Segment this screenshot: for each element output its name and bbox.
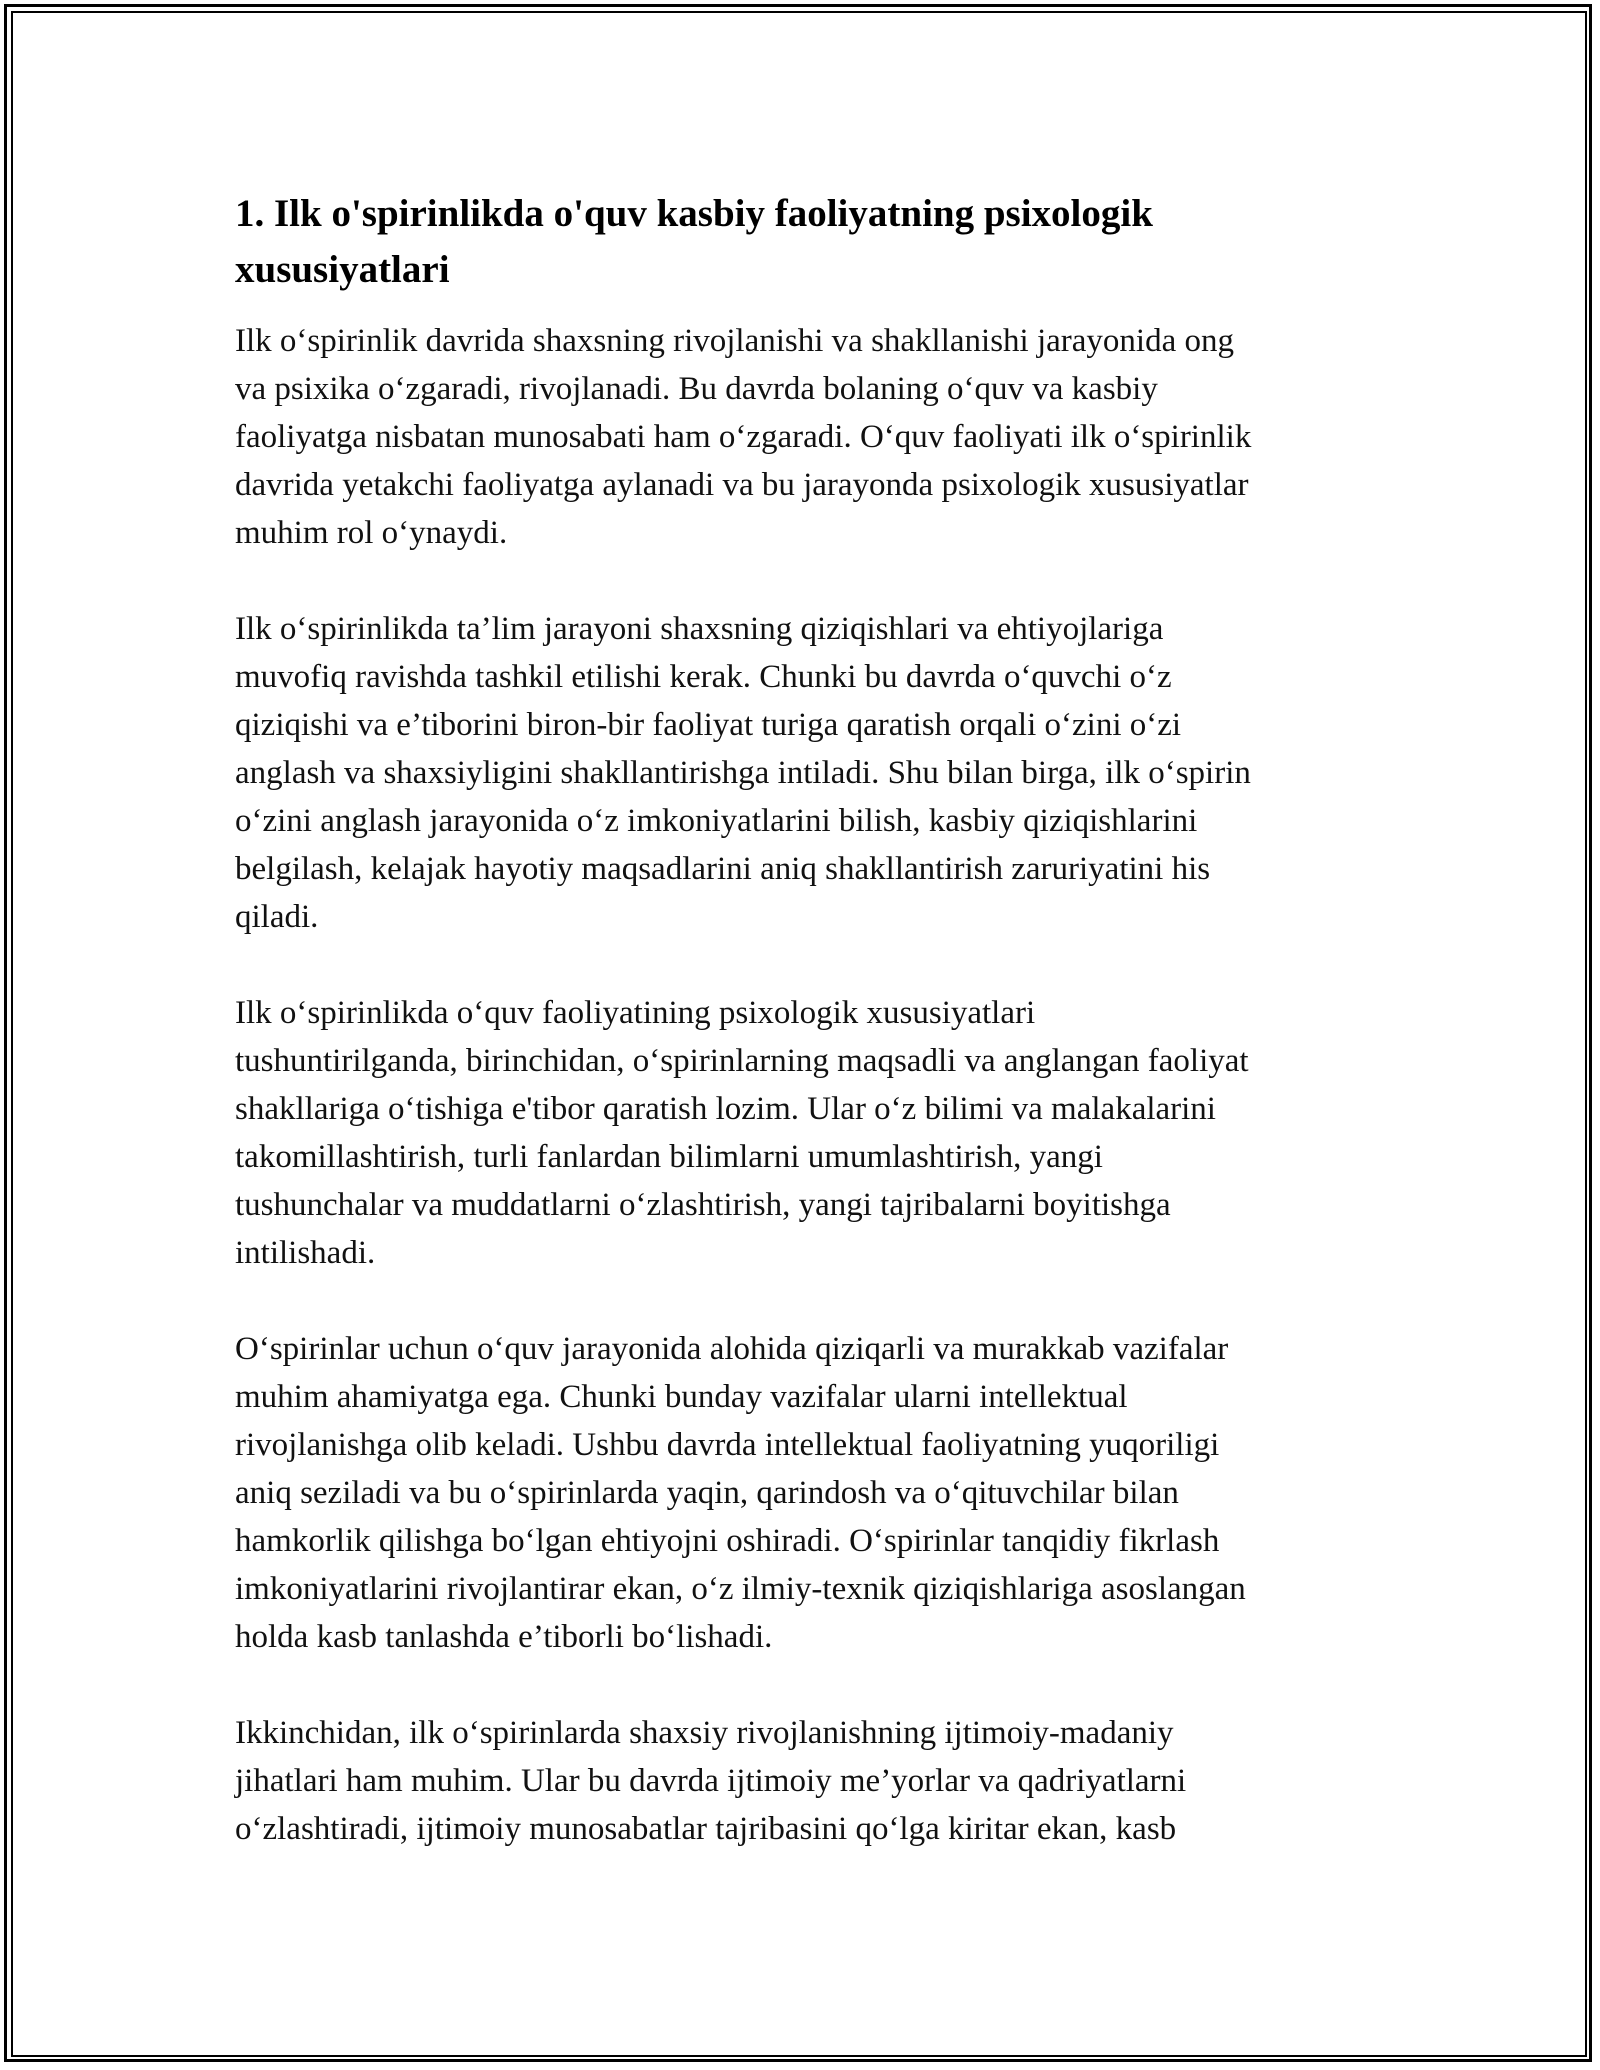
paragraph-line: tushunchalar va muddatlarni o‘zlashtirish, yangi tajribalarni boyitishga bbox=[235, 1187, 1171, 1223]
paragraph-line: aniq seziladi va bu o‘spirinlarda yaqin, qarindosh va o‘qituvchilar bilan bbox=[235, 1475, 1179, 1511]
paragraph-line: Ilk o‘spirinlikda o‘quv faoliyatining psixologik xususiyatlari bbox=[235, 995, 1036, 1031]
paragraph-line: qiziqishi va e’tiborini biron-bir faoliyat turiga qaratish orqali o‘zini o‘zi bbox=[235, 707, 1182, 743]
paragraph-line: Ilk o‘spirinlik davrida shaxsning rivojlanishi va shakllanishi jarayonida ong bbox=[235, 323, 1234, 359]
paragraph-line: O‘spirinlar uchun o‘quv jarayonida alohida qiziqarli va murakkab vazifalar bbox=[235, 1331, 1229, 1367]
paragraph-line: muhim ahamiyatga ega. Chunki bunday vazifalar ularni intellektual bbox=[235, 1379, 1128, 1415]
paragraph-line: anglash va shaxsiyligini shakllantirishga intiladi. Shu bilan birga, ilk o‘spirin bbox=[235, 755, 1251, 791]
paragraph-1 bbox=[235, 317, 1385, 557]
paragraph-line: qiladi. bbox=[235, 899, 319, 935]
page-title bbox=[235, 186, 1385, 298]
paragraph-line: takomillashtirish, turli fanlardan bilimlarni umumlashtirish, yangi bbox=[235, 1139, 1103, 1175]
paragraph-line: imkoniyatlarini rivojlantirar ekan, o‘z ilmiy-texnik qiziqishlariga asoslangan bbox=[235, 1571, 1246, 1607]
paragraph-line: Ikkinchidan, ilk o‘spirinlarda shaxsiy rivojlanishning ijtimoiy-madaniy bbox=[235, 1715, 1174, 1751]
paragraph-line: o‘zini anglash jarayonida o‘z imkoniyatlarini bilish, kasbiy qiziqishlarini bbox=[235, 803, 1198, 839]
paragraph-line: o‘zlashtiradi, ijtimoiy munosabatlar tajribasini qo‘lga kiritar ekan, kasb bbox=[235, 1811, 1177, 1847]
paragraph-line: jihatlari ham muhim. Ular bu davrda ijtimoiy me’yorlar va qadriyatlarni bbox=[235, 1763, 1187, 1799]
paragraph-line: tushuntirilganda, birinchidan, o‘spirinlarning maqsadli va anglangan faoliyat bbox=[235, 1043, 1249, 1079]
paragraph-line: davrida yetakchi faoliyatga aylanadi va bu jarayonda psixologik xususiyatlar bbox=[235, 467, 1249, 503]
paragraph-line: muvofiq ravishda tashkil etilishi kerak. Chunki bu davrda o‘quvchi o‘z bbox=[235, 659, 1172, 695]
paragraph-2 bbox=[235, 605, 1385, 941]
title-line: xususiyatlari bbox=[235, 248, 450, 291]
paragraph-line: hamkorlik qilishga bo‘lgan ehtiyojni oshiradi. O‘spirinlar tanqidiy fikrlash bbox=[235, 1523, 1220, 1559]
paragraph-3 bbox=[235, 989, 1385, 1277]
paragraph-5 bbox=[235, 1709, 1385, 1853]
paragraph-line: intilishadi. bbox=[235, 1235, 376, 1271]
title-line: 1. Ilk o'spirinlikda o'quv kasbiy faoliyatning psixologik bbox=[235, 192, 1153, 235]
paragraph-line: muhim rol o‘ynaydi. bbox=[235, 515, 508, 551]
document-body bbox=[235, 186, 1385, 1853]
paragraph-line: belgilash, kelajak hayotiy maqsadlarini aniq shakllantirish zaruriyatini his bbox=[235, 851, 1211, 887]
paragraph-line: va psixika o‘zgaradi, rivojlanadi. Bu davrda bolaning o‘quv va kasbiy bbox=[235, 371, 1158, 407]
paragraph-line: rivojlanishga olib keladi. Ushbu davrda intellektual faoliyatning yuqoriligi bbox=[235, 1427, 1220, 1463]
paragraph-4 bbox=[235, 1325, 1385, 1661]
paragraph-line: shakllariga o‘tishiga e'tibor qaratish lozim. Ular o‘z bilimi va malakalarini bbox=[235, 1091, 1216, 1127]
paragraph-line: Ilk o‘spirinlikda ta’lim jarayoni shaxsning qiziqishlari va ehtiyojlariga bbox=[235, 611, 1164, 647]
paragraph-line: faoliyatga nisbatan munosabati ham o‘zgaradi. O‘quv faoliyati ilk o‘spirinlik bbox=[235, 419, 1252, 455]
paragraph-line: holda kasb tanlashda e’tiborli bo‘lishadi. bbox=[235, 1619, 773, 1655]
